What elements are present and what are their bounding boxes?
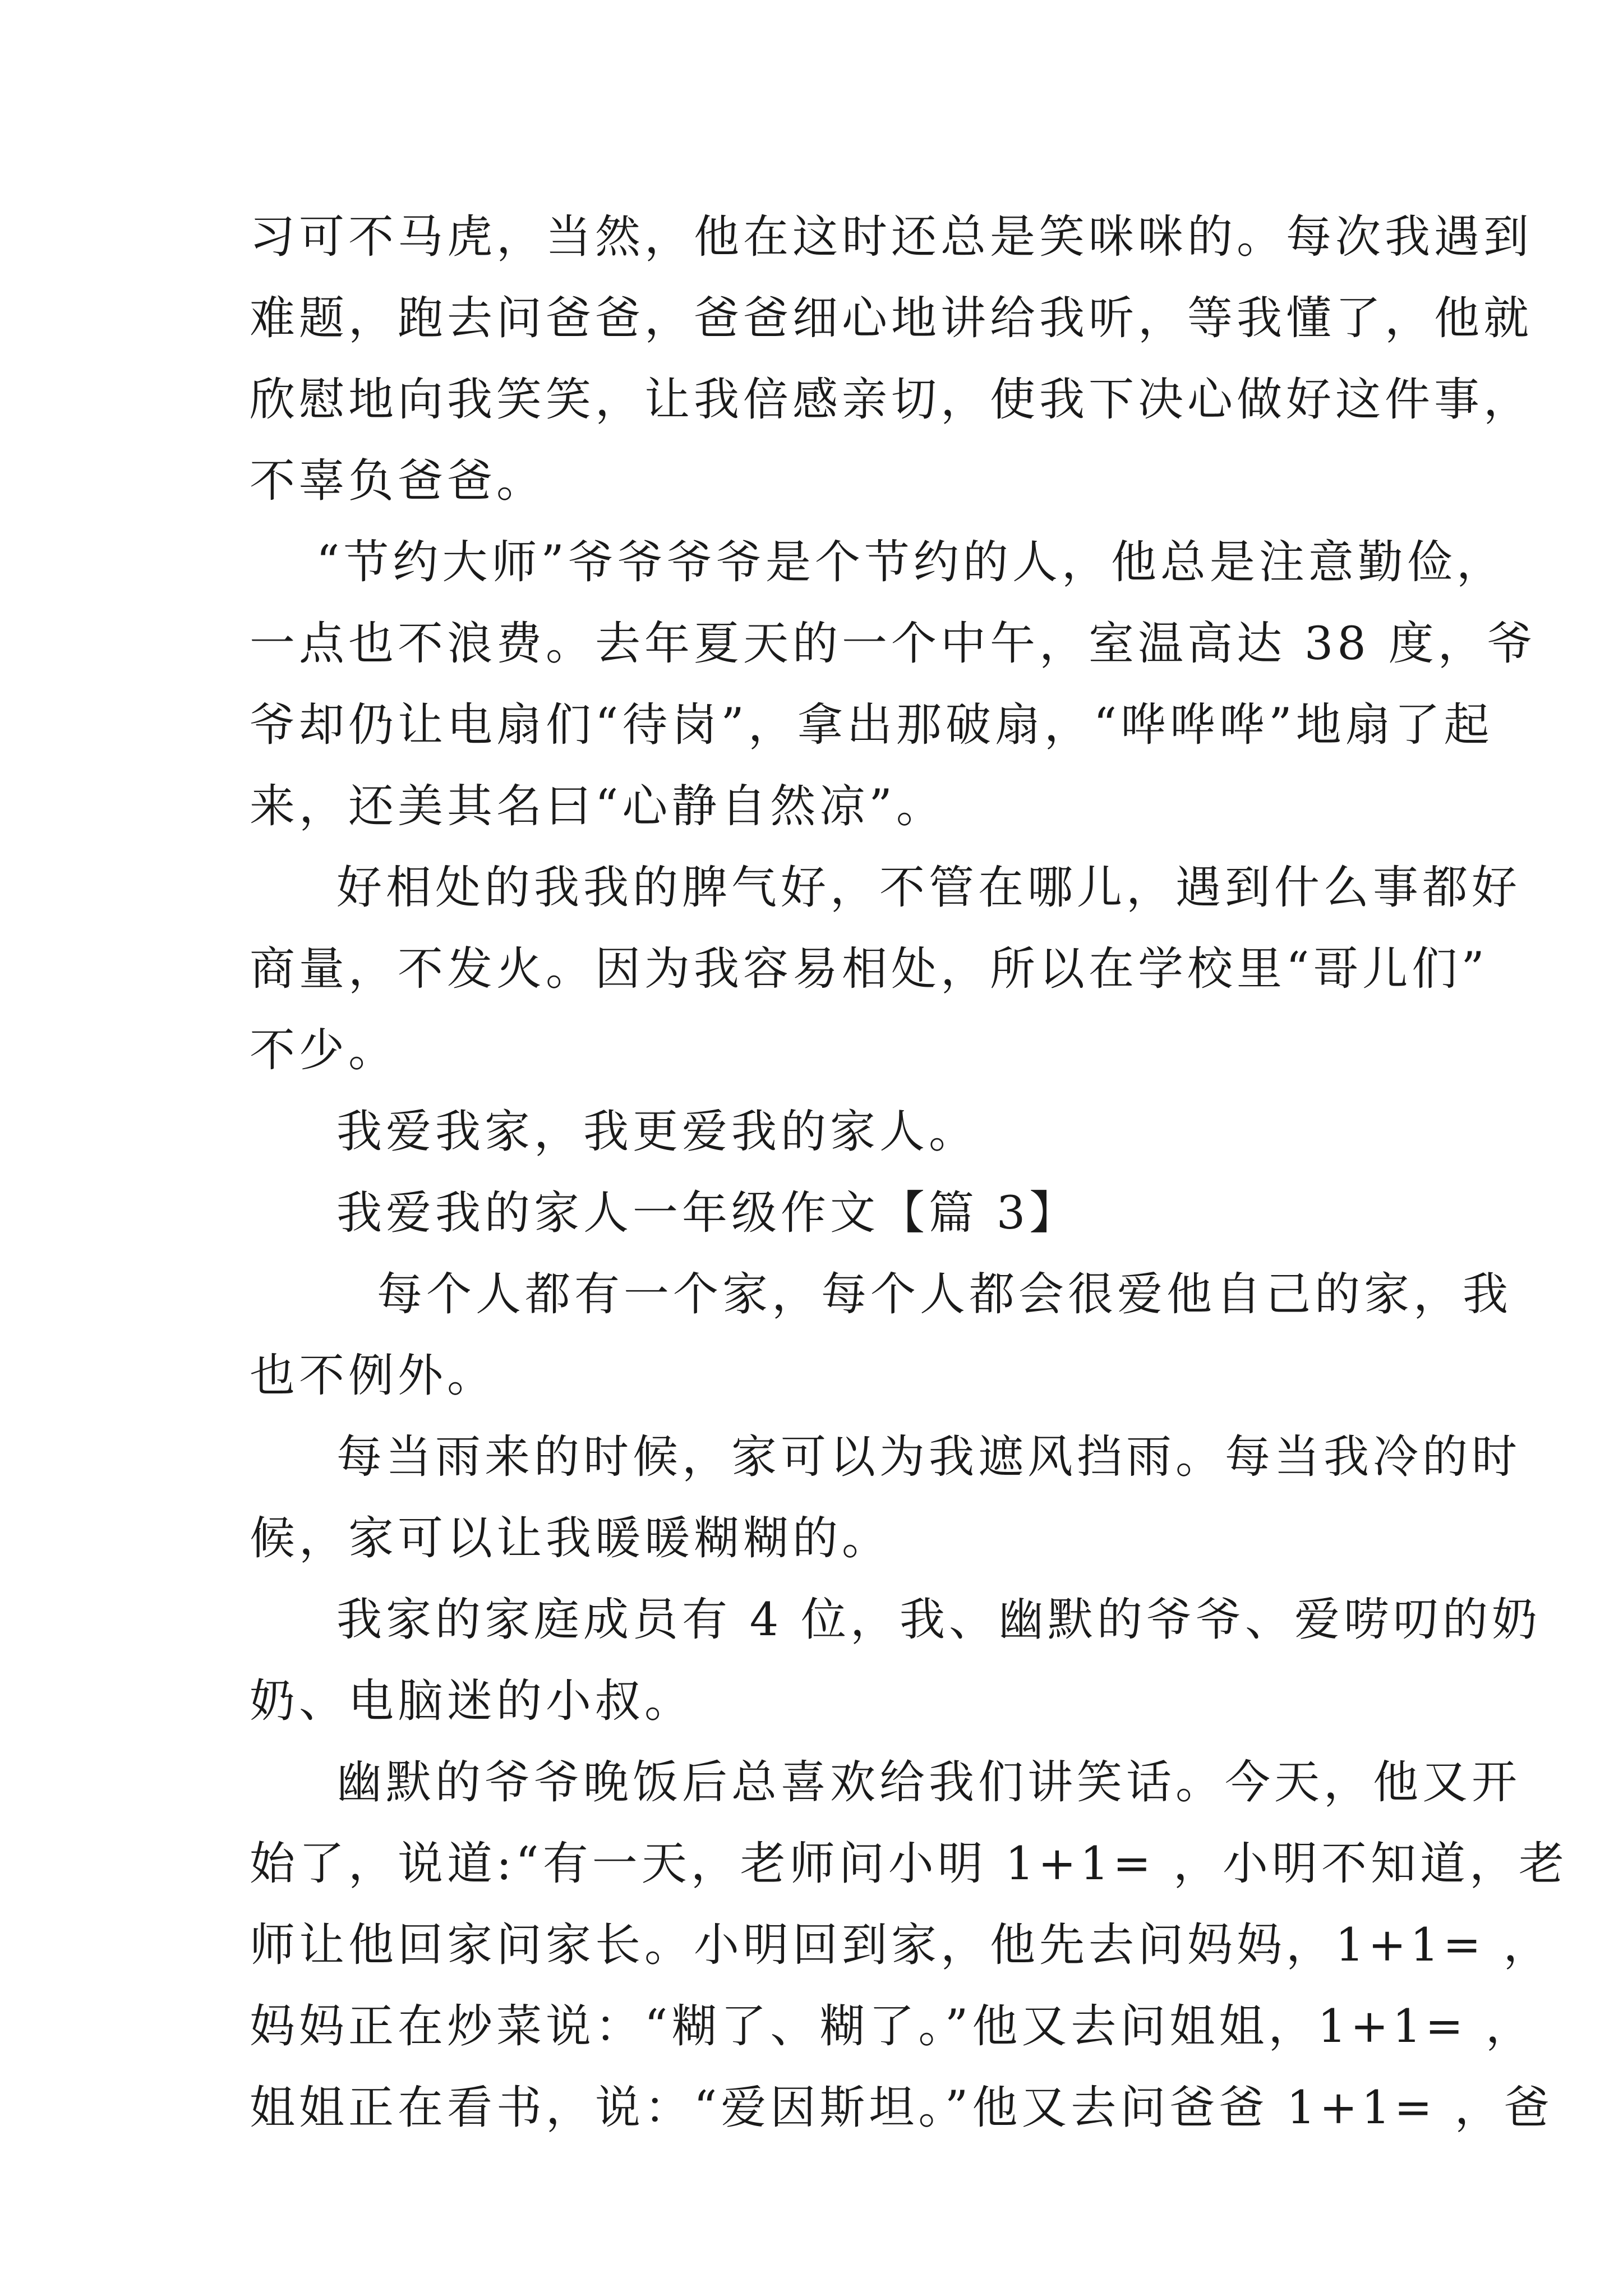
text-line: 习可不马虎，当然，他在这时还总是笑咪咪的。每次我遇到 [250,211,1533,264]
text-line: 每当雨来的时候，家可以为我遮风挡雨。每当我冷的时 [336,1431,1521,1484]
text-line: 姐姐正在看书，说：“爱因斯坦。”他又去问爸爸 1+1= ，爸 [250,2082,1553,2134]
text-line: 商量，不发火。因为我容易相处，所以在学校里“哥儿们” [250,943,1488,996]
text-line: 妈妈正在炒菜说：“糊了、糊了。”他又去问姐姐，1+1= ， [250,2000,1535,2053]
text-line: 每个人都有一个家，每个人都会很爱他自己的家，我 [377,1268,1513,1321]
text-line: 始了，说道:“有一天，老师问小明 1+1= ，小明不知道，老 [250,1838,1569,1890]
text-line: 欣慰地向我笑笑，让我倍感亲切，使我下决心做好这件事， [250,374,1533,426]
text-line: 难题，跑去问爸爸，爸爸细心地讲给我听，等我懂了，他就 [250,292,1533,345]
text-line: 不少。 [250,1024,398,1077]
text-line: 也不例外。 [250,1350,497,1402]
text-line: 奶、电脑迷的小叔。 [250,1675,694,1728]
text-line: 幽默的爷爷晚饭后总喜欢给我们讲笑话。今天，他又开 [336,1756,1521,1809]
text-line: 一点也不浪费。去年夏天的一个中午，室温高达 38 度，爷 [250,618,1537,670]
text-line: 爷却仍让电扇们“待岗”，拿出那破扇，“哗哗哗”地扇了起 [250,699,1493,752]
text-line: 不辜负爸爸。 [250,455,546,508]
text-line: 我家的家庭成员有 4 位，我、幽默的爷爷、爱唠叨的奶 [336,1594,1542,1646]
text-line: “节约大师”爷爷爷爷是个节约的人，他总是注意勤俭， [316,536,1506,589]
text-line: 师让他回家问家长。小明回到家，他先去问妈妈，1+1= ， [250,1919,1553,1972]
text-line: 我爱我家，我更爱我的家人。 [336,1106,979,1158]
text-line: 来，还美其名曰“心静自然凉”。 [250,780,946,833]
section-heading: 我爱我的家人一年级作文【篇 3】 [336,1187,1079,1240]
text-line: 候，家可以让我暖暖糊糊的。 [250,1512,892,1565]
text-line: 好相处的我我的脾气好，不管在哪儿，遇到什么事都好 [336,862,1521,914]
